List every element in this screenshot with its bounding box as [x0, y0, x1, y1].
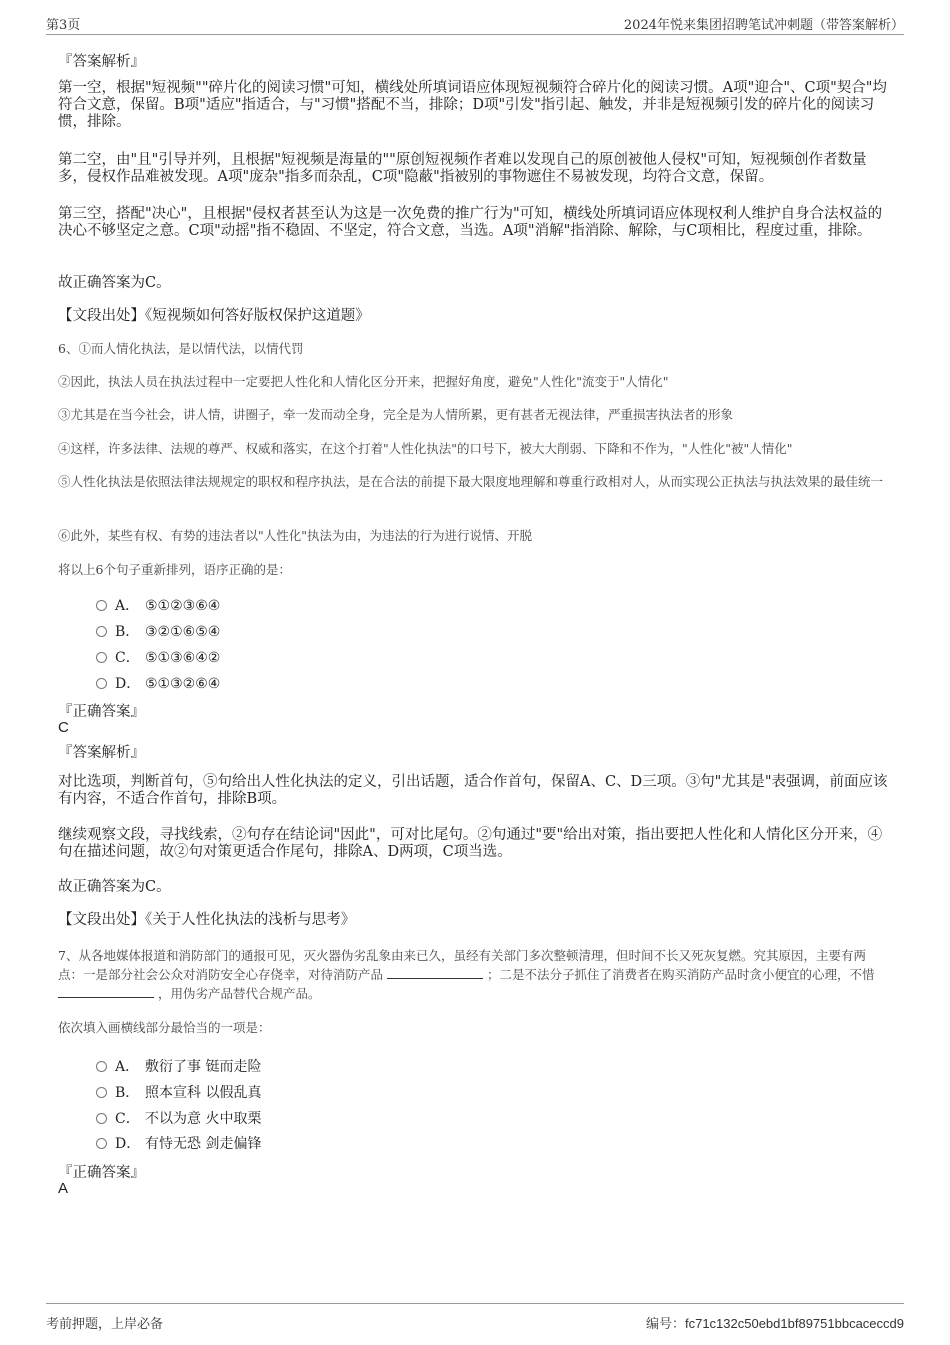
q6-option-c[interactable]: C． ⑤①③⑥④②	[96, 647, 220, 667]
q5-analysis-label: 『答案解析』	[58, 54, 145, 70]
radio-icon[interactable]	[96, 1087, 107, 1098]
q7-option-b[interactable]: B． 照本宣科 以假乱真	[96, 1082, 261, 1102]
q7-stem: 7、从各地媒体报道和消防部门的通报可见，灭火器伪劣乱象由来已久，虽经有关部门多次整顿清理，但时间不长又死灰复燃。究其原因，主要有两点：一是部分社会公众对消防安全心存侥幸，对待消防产品 ；二是不法分子抓住了消费者在购买消防产品时贪小便宜的心理，不惜 ，用伪劣产品替代合规产品。	[58, 948, 875, 1001]
q6-correct-answer: C	[58, 719, 69, 736]
q6-sentence-2: ②因此，执法人员在执法过程中一定要把人性化和人情化区分开来，把握好角度，避免"人性化"流变于"人情化"	[58, 374, 669, 389]
document-title: 2024年悦来集团招聘笔试冲刺题（带答案解析）	[623, 18, 904, 33]
q5-analysis-para-3: 第三空，搭配"决心"，且根据"侵权者甚至认为这是一次免费的推广行为"可知，横线处所填词语应体现权利人维护自身合法权益的决心不够坚定之意。C项"动摇"指不稳固、不坚定，符合文意，当选。A项"消解"指消除、解除，与C项相比，程度过重，排除。	[58, 206, 883, 239]
document-code: 编号：fc71c132c50ebd1bf89751bbcaceccd9	[645, 1316, 904, 1332]
page-footer	[46, 1303, 904, 1336]
radio-icon[interactable]	[96, 600, 107, 611]
page-number: 第3页	[46, 18, 81, 33]
footer-slogan: 考前押题，上岸必备	[46, 1317, 164, 1332]
q6-sentence-6: ⑥此外，某些有权、有势的违法者以"人性化"执法为由，为违法的行为进行说情、开脱	[58, 528, 533, 543]
q5-source: 【文段出处】《短视频如何答好版权保护这道题》	[58, 308, 370, 324]
page-header	[46, 8, 904, 35]
q7-correct-answer: A	[58, 1180, 69, 1197]
q7-blank-1	[387, 966, 483, 979]
q6-option-b[interactable]: B． ③②①⑥⑤④	[96, 621, 220, 641]
q6-sentence-4: ④这样，许多法律、法规的尊严、权威和落实，在这个打着"人性化执法"的口号下，被大大削弱、下降和不作为，"人性化"被"人情化"	[58, 441, 793, 456]
q6-sentence-5: ⑤人性化执法是依照法律法规规定的职权和程序执法，是在合法的前提下最大限度地理解和尊重行政相对人，从而实现公正执法与执法效果的最佳统一	[58, 474, 884, 489]
q7-prompt: 依次填入画横线部分最恰当的一项是：	[58, 1020, 271, 1035]
q7-blank-2	[58, 985, 154, 998]
q6-prompt: 将以上6个句子重新排列，语序正确的是：	[58, 562, 291, 577]
radio-icon[interactable]	[96, 652, 107, 663]
q5-analysis-para-2: 第二空，由"且"引导并列，且根据"短视频是海量的""原创短视频作者难以发现自己的原创被他人侵权"可知，短视频创作者数量多，侵权作品难被发现。A项"庞杂"指多而杂乱，C项"隐蔽"指被别的事物遮住不易被发现，均符合文意，保留。	[58, 152, 867, 185]
q6-option-a[interactable]: A． ⑤①②③⑥④	[96, 595, 220, 615]
q7-option-d[interactable]: D． 有恃无恐 剑走偏锋	[96, 1133, 261, 1153]
q7-option-c[interactable]: C． 不以为意 火中取栗	[96, 1108, 261, 1128]
q5-conclusion: 故正确答案为C。	[58, 275, 171, 291]
q6-sentence-3: ③尤其是在当今社会，讲人情，讲圈子，牵一发而动全身，完全是为人情所累，更有甚者无视法律，严重损害执法者的形象	[58, 407, 734, 422]
q6-source: 【文段出处】《关于人性化执法的浅析与思考》	[58, 912, 356, 928]
q6-analysis-label: 『答案解析』	[58, 745, 145, 761]
q6-sentence-1: 6、①而人情化执法，是以情代法，以情代罚	[58, 341, 304, 356]
q7-option-a[interactable]: A． 敷衍了事 铤而走险	[96, 1056, 261, 1076]
q6-correct-label: 『正确答案』	[58, 704, 145, 720]
q5-analysis-para-1: 第一空，根据"短视频""碎片化的阅读习惯"可知，横线处所填词语应体现短视频符合碎片化的阅读习惯。A项"迎合"、C项"契合"均符合文意，保留。B项"适应"指适合，与"习惯"搭配不当，排除；D项"引发"指引起、触发，并非是短视频引发的碎片化的阅读习惯，排除。	[58, 80, 887, 130]
radio-icon[interactable]	[96, 678, 107, 689]
radio-icon[interactable]	[96, 626, 107, 637]
radio-icon[interactable]	[96, 1138, 107, 1149]
q6-option-d[interactable]: D． ⑤①③②⑥④	[96, 673, 220, 693]
q6-analysis-para-2: 继续观察文段，寻找线索，②句存在结论词"因此"，可对比尾句。②句通过"要"给出对策，指出要把人性化和人情化区分开来，④句在描述问题，故②句对策更适合作尾句，排除A、D两项，C项当选。	[58, 827, 883, 860]
radio-icon[interactable]	[96, 1061, 107, 1072]
q6-analysis-para-1: 对比选项，判断首句，⑤句给出人性化执法的定义，引出话题，适合作首句，保留A、C、D三项。③句"尤其是"表强调，前面应该有内容，不适合作首句，排除B项。	[58, 774, 888, 807]
q6-conclusion: 故正确答案为C。	[58, 879, 171, 895]
radio-icon[interactable]	[96, 1113, 107, 1124]
q7-correct-label: 『正确答案』	[58, 1165, 145, 1181]
